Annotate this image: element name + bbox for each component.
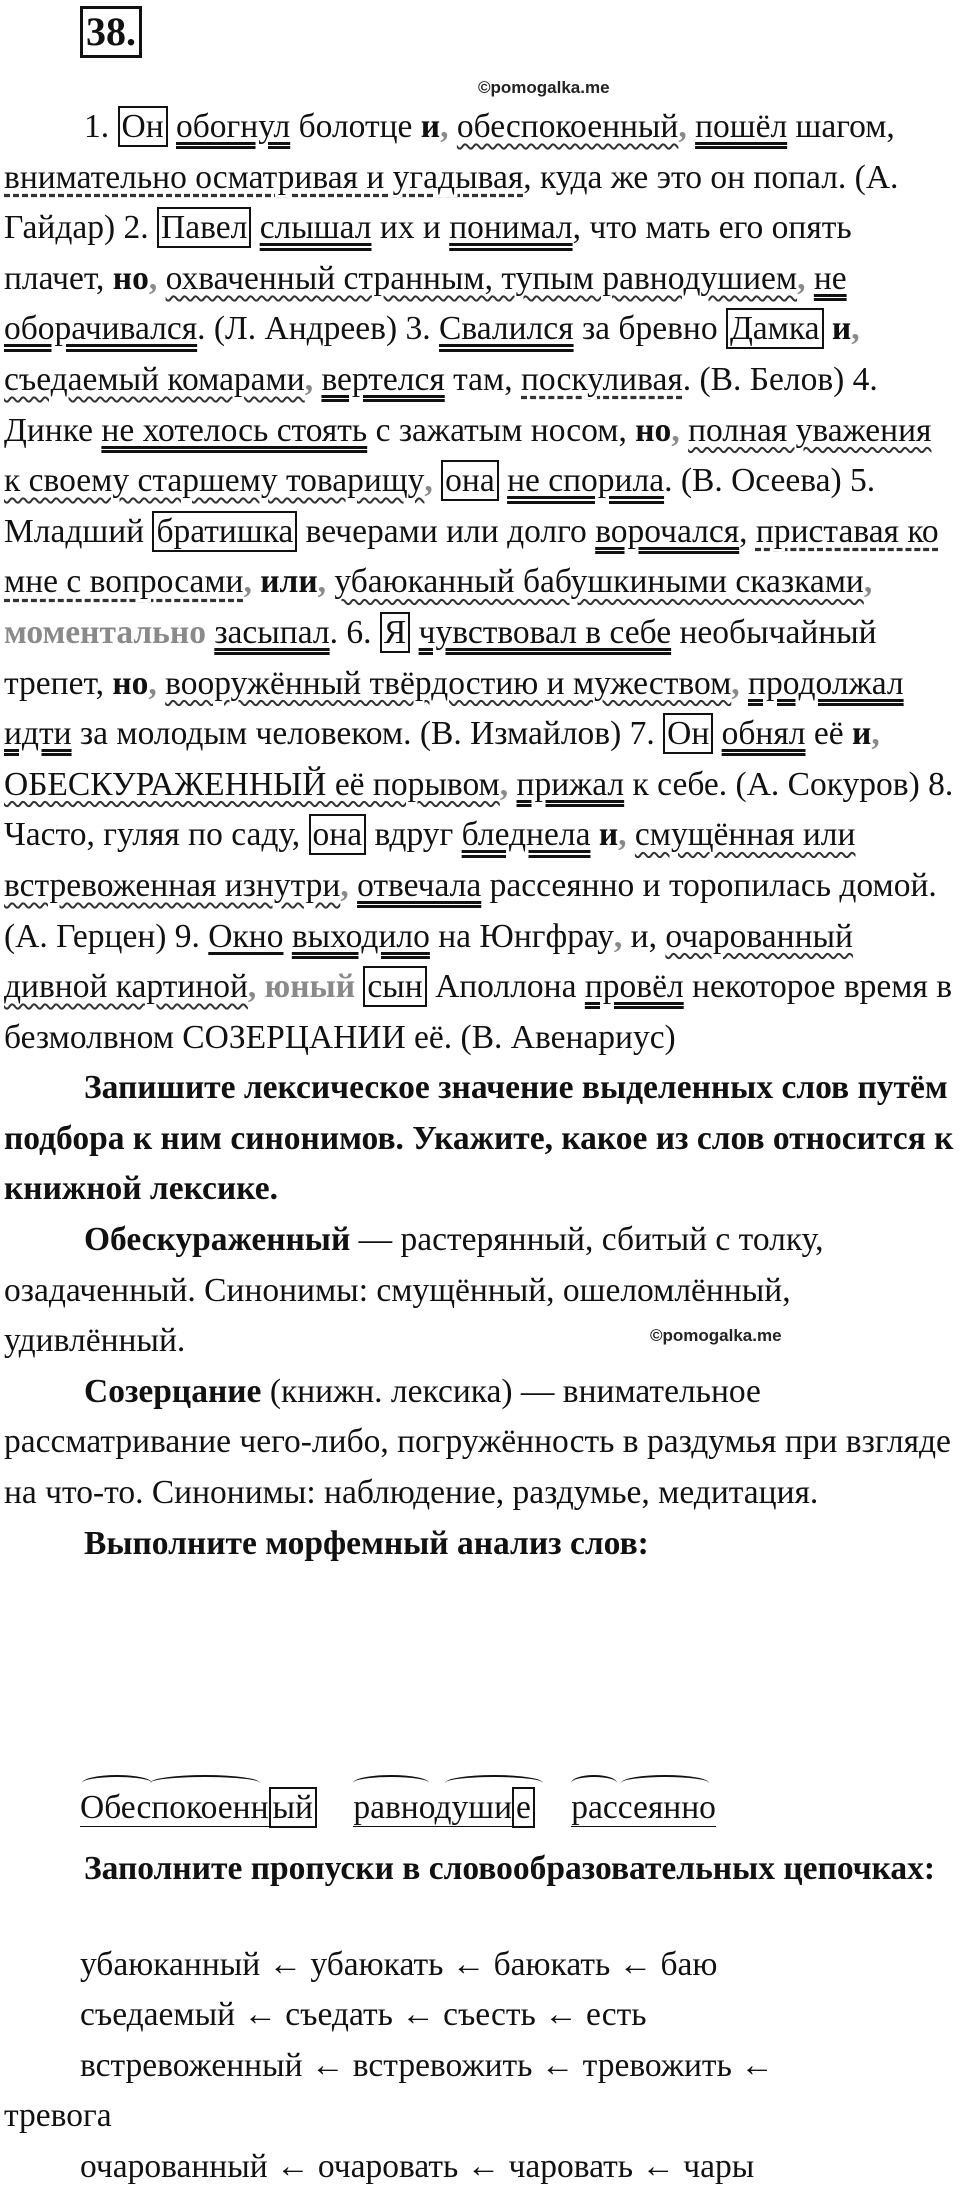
conjunction: и [852,715,872,753]
predicate: слышал [259,209,372,247]
predicate: вертелся [321,360,445,398]
sentences-paragraph: 1. Он обогнул болотце и, обеспокоенный, пошёл шагом, внимательно осматривая и угадывая, куда же это он попал. (А. Гайдар) 2. Павел слышал их и понимал, что мать его опять плачет, но, охваченный странным, тупым равнодушием, не оборачивался. (Л. Андреев) 3. Свалился за бревно Дамка и, съедаемый комарами, вертелся там, поскуливая. (В. Белов) 4. Динке не хотелось стоять с зажатым носом, но, полная уважения к своему старшему товарищу, она не спорила. (В. Осеева) 5. Младший братишка вечерами или долго ворочался, приставая ко мне с вопросами, или, убаюканный бабушкиными сказками, моментально засыпал. 6. Я чувствовал в себе необычайный трепет, но, вооружённый твёрдостию и мужеством, продолжал идти за молодым человеком. (В. Измайлов) 7. Он обнял её и, ОБЕСКУРАЖЕННЫЙ её порывом, прижал к себе. (А. Сокуров) 8. Часто, гуляя по саду, она вдруг бледнела и, смущённая или встревоженная изнутри, отвечала рассеянно и торопилась домой. (А. Герцен) 9. Окно выходило на Юнгфрау, и, очарованный дивной картиной, юный сын Аполлона провёл некоторое время в безмолвном СОЗЕРЦАНИИ её. (В. Авенариус) [4,108,954,1056]
subject: Он [118,106,168,147]
chain-3-continued: тревога [4,2097,112,2135]
conjunction: и [420,108,441,145]
chain-2: съедаемый ← съедать ← съесть ← есть [80,1996,647,2034]
conjunction: или [260,563,318,601]
participle: обеспокоенный [456,108,679,145]
conjunction: и [598,816,619,854]
conjunction: но [635,411,672,449]
definition-body: — растерянный, сбитый с толку, озадаченный. Синонимы: смущённый, ошеломлённый, удивлённый. [4,1221,824,1360]
participial-phrase: полная уважения к своему старшему товарищу [4,411,932,500]
chain-4: очарованный ← очаровать ← чаровать ← чары [80,2147,755,2185]
participial-phrase: охваченный странным, тупым равнодушием [165,259,798,297]
predicate: ворочался [595,512,740,550]
morph-word-3: рассеянно [571,1783,716,1833]
exercise-text [4,102,954,1569]
chain-3: встревоженный ← встревожить ← тревожить ← [80,2046,774,2084]
subject: Он [663,713,713,754]
participial-phrase: очарованный дивной картиной [4,917,853,1006]
participial-phrase: съедаемый комарами [4,360,305,398]
predicate: Свалился [439,310,574,348]
predicate: выходило [291,917,430,955]
subject: сын [363,966,426,1007]
predicate: не хотелось стоять [101,411,368,449]
morpheme-analysis [80,1783,744,1833]
word-ending: ый [269,1787,317,1828]
definition-term: Созерцание [84,1372,262,1410]
conjunction: но [112,664,149,702]
definition-2 [4,1367,954,1519]
chain-1: убаюканный ← убаюкать ← баюкать ← баю [80,1946,718,1983]
predicate: провёл [584,968,684,1006]
definition-body: (книжн. лексика) — внимательное рассматривание чего-либо, погружённость в раздумья при взгляде на что-то. Синонимы: наблюдение, раздумье, медитация. [4,1372,951,1512]
predicate: чувствовал в себе [418,613,672,651]
predicate: обогнул [176,108,291,145]
predicate: продолжал идти [4,664,904,753]
subject-underlined: Окно [208,917,284,955]
adverbial-participle: поскуливая [521,360,683,398]
definition-term: Обескураженный [84,1221,351,1259]
conjunction: но [112,259,149,297]
subject: Я [380,612,410,653]
subject: братишка [152,511,297,552]
watermark-middle: ©pomogalka.me [650,1326,782,1345]
subject: она [441,460,499,501]
watermark-top: ©pomogalka.me [478,78,610,97]
subject: Павел [157,207,251,248]
subject: Дамка [726,308,824,349]
participial-phrase: вооружённый твёрдостию и мужеством [165,664,732,702]
predicate: бледнела [461,816,591,854]
exercise-number: 38. [80,6,142,58]
participial-phrase: убаюканный бабушкиными сказками [334,563,864,601]
adverbial-phrase: приставая ко мне с вопросами [4,512,939,601]
predicate: понимал [449,209,573,247]
adverbial-phrase: внимательно осматривая и угадывая [4,158,524,196]
word-ending: е [512,1787,535,1828]
subject: она [309,814,367,855]
predicate: пошёл [695,108,788,145]
predicate: обнял [721,715,806,753]
task-morpheme-analysis: Выполните морфемный анализ слов: [84,1524,649,1562]
participial-phrase: ОБЕСКУРАЖЕННЫЙ её порывом [4,765,500,803]
predicate: засыпал [214,613,330,651]
morph-word-2: равнодуши е [353,1783,535,1833]
predicate: не спорила [507,462,665,500]
predicate: прижал [516,765,625,803]
morph-word-1: Обеспокоенн ый [80,1783,317,1833]
conjunction: и [831,310,852,348]
word-formation-chains [4,1940,774,2192]
definition-1 [4,1215,954,1367]
predicate: отвечала [357,866,482,904]
task-word-formation: Заполните пропуски в словообразовательных цепочках: [84,1850,936,1887]
task-lexical-meaning: Запишите лексическое значение выделенных слов путём подбора к ним синонимов. Укажите, какое из слов относится к книжной лексике. [4,1069,954,1208]
participial-phrase: смущённая или встревоженная изнутри [4,816,856,904]
predicate: не оборачивался [4,259,847,348]
